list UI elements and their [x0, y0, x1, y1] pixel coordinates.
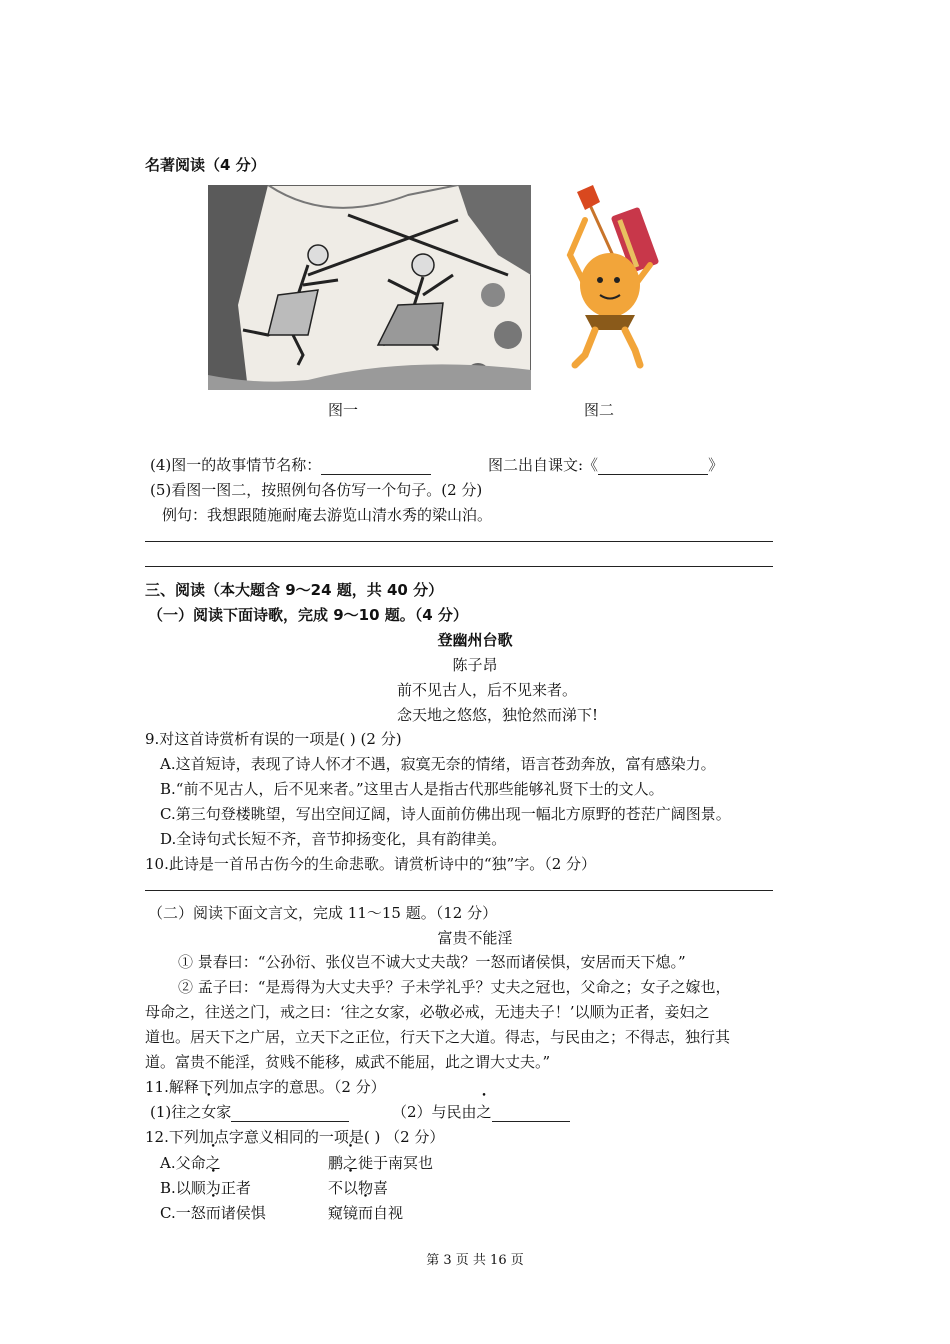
item-text: 家 [216, 1103, 232, 1121]
answer-line[interactable] [145, 541, 773, 542]
question-11-item-1 [150, 1101, 349, 1122]
figure-2-illustration [555, 180, 665, 385]
classical-para-2-line-1: ② 孟子曰：“是焉得为大丈夫乎？子未学礼乎？丈夫之冠也，父命之；女子之嫁也， [178, 978, 731, 996]
dotted-char: 而 [358, 1204, 374, 1222]
option-text: C.一怒 [160, 1204, 206, 1222]
classical-para-2-line-2: 母命之，往送之门，戒之曰：‘往之女家，必敬必戒，无违夫子！’以顺为正者，妾妇之 [145, 1003, 710, 1021]
answer-blank[interactable] [598, 460, 708, 475]
dotted-char: 为 [205, 1179, 221, 1197]
poem-title: 登幽州台歌 [437, 631, 513, 649]
answer-line[interactable] [145, 566, 773, 567]
option-text: 徙于南冥也 [358, 1154, 434, 1172]
dotted-char: 而 [205, 1204, 221, 1222]
dotted-char: 之 [476, 1103, 492, 1121]
item-text: (1)往之 [150, 1103, 202, 1121]
option-text: B.以顺 [160, 1179, 206, 1197]
dotted-char: 以 [343, 1179, 359, 1197]
classical-para-2-line-3: 道也。居天下之广居，立天下之正位，行天下之大道。得志，与民由之；不得志，独行其 [145, 1028, 731, 1046]
question-9: 9.对这首诗赏析有误的一项是( ) (2 分) [145, 730, 402, 748]
option-text: 不 [328, 1179, 344, 1197]
dotted-char: 女 [201, 1103, 217, 1121]
question-5-example: 例句：我想跟随施耐庵去游览山清水秀的梁山泊。 [162, 506, 493, 524]
question-9-option-b: B.“前不见古人，后不见来者。”这里古人是指古代那些能够礼贤下士的文人。 [160, 780, 664, 798]
option-text: 诸侯惧 [220, 1204, 266, 1222]
figure-1-caption: 图一 [328, 401, 359, 419]
answer-blank[interactable] [231, 1107, 349, 1122]
question-9-option-d: D.全诗句式长短不齐，音节抑扬变化，具有韵律美。 [160, 830, 507, 848]
question-11-item-2 [392, 1101, 570, 1122]
question-4-close: 》 [708, 456, 724, 474]
question-12-option-c-right [328, 1202, 403, 1223]
answer-line[interactable] [145, 890, 773, 891]
classical-para-1: ① 景春曰：“公孙衍、张仪岂不诚大丈夫哉？一怒而诸侯惧，安居而天下熄。” [178, 953, 686, 971]
option-text: 自视 [373, 1204, 404, 1222]
question-11: 11.解释下列加点字的意思。（2 分） [145, 1078, 386, 1096]
poem-line-1: 前不见古人，后不见来者。 [397, 681, 578, 699]
question-12: 12.下列加点字意义相同的一项是( ) （2 分） [145, 1128, 445, 1146]
option-text: 窥镜 [328, 1204, 359, 1222]
dotted-char: 之 [343, 1154, 359, 1172]
option-text: A.父命 [160, 1154, 206, 1172]
question-4-label: (4)图一的故事情节名称： [150, 456, 322, 474]
question-12-option-b-right [328, 1177, 388, 1198]
answer-blank[interactable] [321, 460, 431, 475]
question-4-part-2 [488, 454, 723, 475]
answer-blank[interactable] [492, 1107, 570, 1122]
poem-author: 陈子昂 [452, 656, 498, 674]
question-12-option-a-right [328, 1152, 433, 1173]
option-text: 正者 [220, 1179, 251, 1197]
question-9-option-c: C.第三句登楼眺望，写出空间辽阔，诗人面前仿佛出现一幅北方原野的苍茫广阔图景。 [160, 805, 731, 823]
question-4 [150, 454, 431, 475]
dotted-char: 之 [205, 1154, 221, 1172]
question-9-option-a: A.这首短诗，表现了诗人怀才不遇，寂寞无奈的情绪，语言苍劲奔放，富有感染力。 [160, 755, 716, 773]
option-text: 鹏 [328, 1154, 344, 1172]
question-10: 10.此诗是一首吊古伤今的生命悲歌。请赏析诗中的“独”字。（2 分） [145, 855, 597, 873]
page-footer: 第 3 页 共 16 页 [426, 1253, 524, 1268]
question-4-label-2: 图二出自课文:《 [488, 456, 599, 474]
part-3-title: 三、阅读（本大题含 9～24 题，共 40 分） [145, 581, 444, 599]
figure-2-caption: 图二 [584, 401, 615, 419]
figure-1-illustration [208, 185, 531, 390]
question-12-option-c-left [160, 1202, 266, 1223]
poem-line-2: 念天地之悠悠，独怆然而涕下! [397, 706, 599, 724]
question-5: (5)看图一图二，按照例句各仿写一个句子。(2 分) [150, 481, 483, 499]
question-12-option-b-left [160, 1177, 251, 1198]
option-text: 物喜 [358, 1179, 389, 1197]
classical-para-2-line-4: 道。富贵不能淫，贫贱不能移，威武不能屈，此之谓大丈夫。” [145, 1053, 551, 1071]
section-title: 名著阅读（4 分） [145, 156, 266, 174]
item-text: （2）与民由 [392, 1103, 477, 1121]
part-3-sub-1: （一）阅读下面诗歌，完成 9～10 题。（4 分） [148, 606, 468, 624]
classical-text-title: 富贵不能淫 [437, 929, 513, 947]
part-3-sub-2: （二）阅读下面文言文，完成 11～15 题。（12 分） [148, 904, 498, 922]
